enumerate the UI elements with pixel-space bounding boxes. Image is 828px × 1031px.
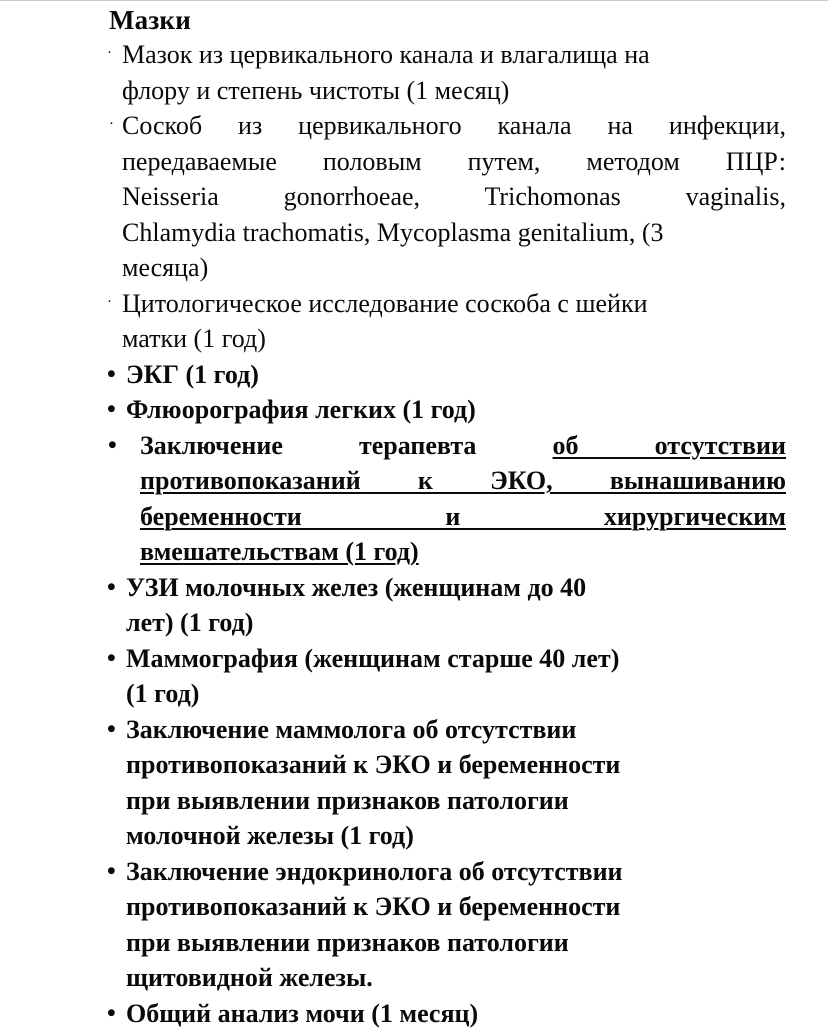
text-line: при выявлении признаков патологии bbox=[126, 783, 786, 819]
text-line: молочной железы (1 год) bbox=[126, 818, 786, 854]
list-item-text bbox=[126, 712, 786, 854]
text-line bbox=[140, 428, 786, 464]
list-item-text bbox=[122, 37, 786, 108]
text-segment-plain: Заключение терапевта bbox=[140, 431, 553, 460]
text-line: лет) (1 год) bbox=[126, 605, 786, 641]
list-item-text bbox=[126, 570, 786, 641]
list-item-text bbox=[140, 428, 786, 570]
text-line: Цитологическое исследование соскоба с шейки bbox=[122, 286, 786, 322]
list-item bbox=[106, 428, 786, 570]
text-line: Соскоб из цервикального канала на инфекции, bbox=[122, 108, 786, 144]
bullet-point-icon: • bbox=[107, 854, 127, 890]
text-line: Мазок из цервикального канала и влагалища на bbox=[122, 37, 786, 73]
text-line: Neisseria gonorrhoeae, Trichomonas vaginalis, bbox=[122, 179, 786, 215]
text-line: при выявлении признаков патологии bbox=[126, 925, 786, 961]
text-line: щитовидной железы. bbox=[126, 960, 786, 996]
bullet-dot-icon: · bbox=[109, 108, 129, 141]
list-item-text bbox=[122, 286, 786, 357]
list-item-text bbox=[126, 996, 786, 1031]
text-line: УЗИ молочных желез (женщинам до 40 bbox=[126, 570, 786, 606]
bullet-point-icon: • bbox=[107, 357, 127, 393]
bullet-point-icon: • bbox=[107, 392, 127, 428]
list-item-text bbox=[126, 392, 786, 428]
list-item-text bbox=[126, 357, 786, 393]
bullet-dot-icon: · bbox=[107, 37, 127, 70]
bullet-point-icon: • bbox=[107, 996, 127, 1031]
text-line: Заключение эндокринолога об отсутствии bbox=[126, 854, 786, 890]
text-line-underlined: вмешательствам (1 год) bbox=[140, 534, 786, 570]
bullet-point-icon: • bbox=[108, 428, 128, 464]
text-line: Общий анализ мочи (1 месяц) bbox=[126, 996, 786, 1031]
bullet-dot-icon: · bbox=[107, 286, 127, 319]
text-line-underlined: противопоказаний к ЭКО, вынашиванию bbox=[140, 463, 786, 499]
text-line: матки (1 год) bbox=[122, 321, 786, 357]
text-line: (1 год) bbox=[126, 676, 786, 712]
text-line: Флюорография легких (1 год) bbox=[126, 392, 786, 428]
bullet-point-icon: • bbox=[107, 712, 127, 748]
text-line: ЭКГ (1 год) bbox=[126, 357, 786, 393]
list-item-text bbox=[126, 854, 786, 996]
list-item bbox=[106, 286, 786, 357]
list-item bbox=[106, 357, 786, 393]
list-item-text bbox=[126, 641, 786, 712]
list-item bbox=[106, 712, 786, 854]
list-item bbox=[106, 37, 786, 108]
list-item-text bbox=[122, 108, 786, 286]
text-line: Chlamydia trachomatis, Mycoplasma genitalium, (3 bbox=[122, 215, 786, 251]
list-item bbox=[106, 996, 786, 1031]
list-item bbox=[106, 570, 786, 641]
bullet-point-icon: • bbox=[107, 570, 127, 606]
text-line: Заключение маммолога об отсутствии bbox=[126, 712, 786, 748]
text-line: противопоказаний к ЭКО и беременности bbox=[126, 747, 786, 783]
text-line: передаваемые половым путем, методом ПЦР: bbox=[122, 144, 786, 180]
text-line: противопоказаний к ЭКО и беременности bbox=[126, 889, 786, 925]
bullet-point-icon: • bbox=[107, 641, 127, 677]
text-line: Маммография (женщинам старше 40 лет) bbox=[126, 641, 786, 677]
text-line-underlined: беременности и хирургическим bbox=[140, 499, 786, 535]
list-item bbox=[106, 641, 786, 712]
list-item bbox=[106, 392, 786, 428]
text-segment-underlined: об отсутствии bbox=[553, 431, 786, 460]
list-item bbox=[106, 854, 786, 996]
list-item bbox=[106, 108, 786, 286]
document-body bbox=[106, 1, 786, 1031]
text-line: флору и степень чистоты (1 месяц) bbox=[122, 73, 786, 109]
text-line: месяца) bbox=[122, 250, 786, 286]
page-title: Мазки bbox=[109, 3, 786, 37]
